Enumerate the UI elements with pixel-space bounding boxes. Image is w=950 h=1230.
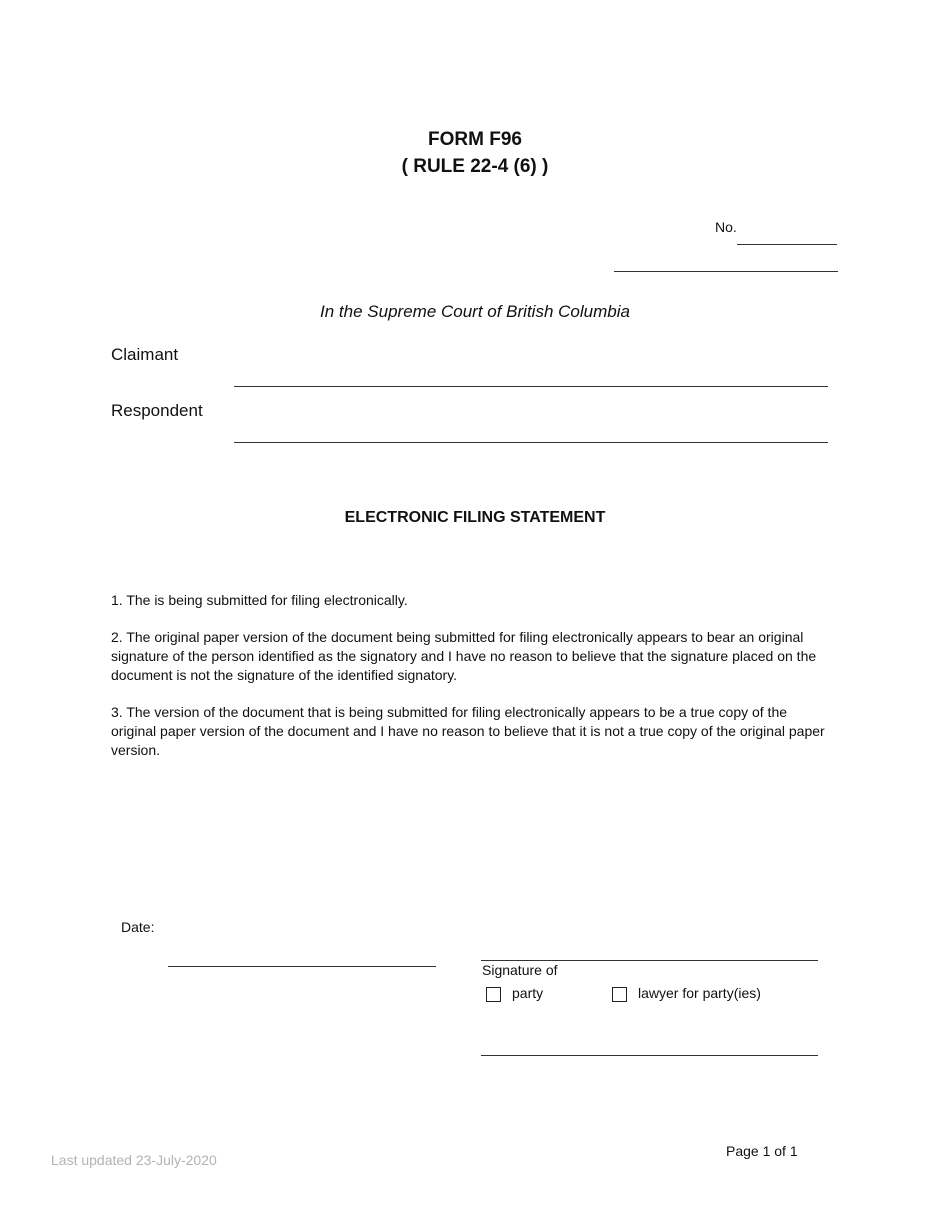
file-number-label: No. — [715, 219, 737, 235]
date-label: Date: — [121, 919, 155, 935]
date-field[interactable] — [168, 966, 436, 967]
respondent-field[interactable] — [234, 442, 828, 443]
registry-field[interactable] — [614, 271, 838, 272]
respondent-label: Respondent — [111, 401, 203, 420]
claimant-label: Claimant — [111, 345, 179, 364]
form-rule: ( RULE 22-4 (6) ) — [401, 156, 549, 177]
last-updated: Last updated 23-July-2020 — [51, 1152, 217, 1168]
statement-paragraph-3: 3. The version of the document that is being submitted for filing electronically appears to be a true copy of the original paper version of the document and I have no reason to believe that it is not a true copy of the original paper version. — [111, 704, 825, 758]
statement-title: ELECTRONIC FILING STATEMENT — [344, 509, 606, 526]
lawyer-checkbox[interactable] — [612, 987, 627, 1002]
party-checkbox[interactable] — [486, 987, 501, 1002]
statement-paragraph-2: 2. The original paper version of the document being submitted for filing electronically appears to bear an original signature of the person identified as the signatory and I have no reason to believe that the signature placed on the document is not the signature of the identified signatory. — [111, 629, 817, 683]
signature-of-label: Signature of — [482, 962, 558, 978]
party-checkbox-label: party — [512, 985, 544, 1001]
signatory-name-field[interactable] — [481, 1055, 818, 1056]
signature-field[interactable] — [481, 960, 818, 961]
page-number: Page 1 of 1 — [726, 1143, 798, 1159]
claimant-field[interactable] — [234, 386, 828, 387]
form-title-block — [0, 126, 950, 180]
form-number: FORM F96 — [428, 129, 522, 150]
file-number-field[interactable] — [737, 244, 837, 245]
lawyer-checkbox-label: lawyer for party(ies) — [638, 985, 761, 1001]
court-name: In the Supreme Court of British Columbia — [320, 302, 630, 321]
statement-paragraph-1: 1. The is being submitted for filing electronically. — [111, 592, 408, 608]
